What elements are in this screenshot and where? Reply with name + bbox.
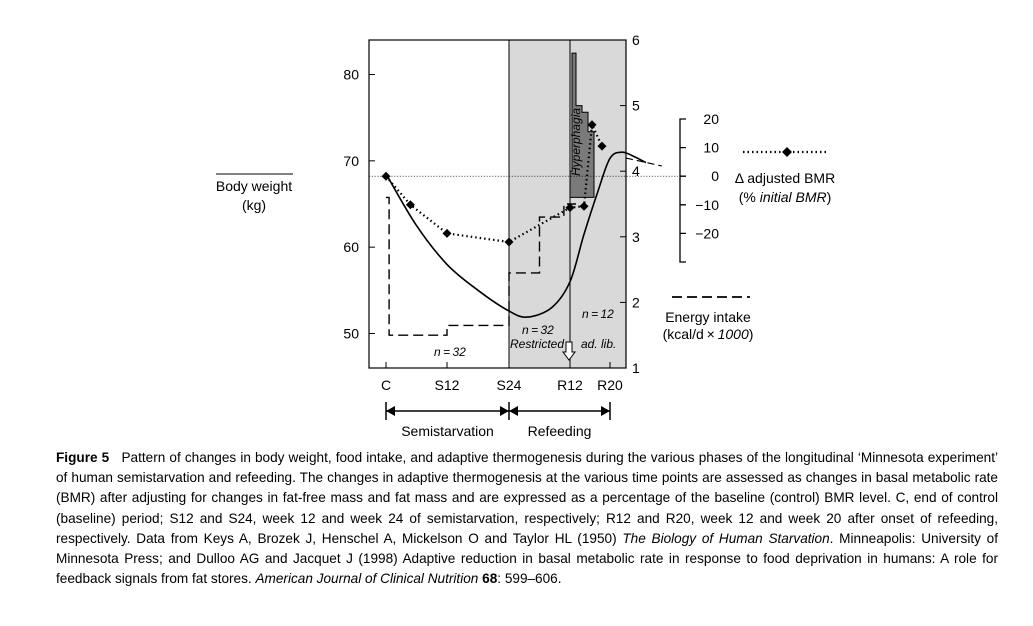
body-weight-label: Body weight xyxy=(215,178,293,194)
n-restricted-label: n = 32 xyxy=(522,323,554,337)
n-semistarvation-label: n = 32 xyxy=(434,345,466,359)
restricted-label: Restricted xyxy=(510,337,565,351)
adlib-label: ad. lib. xyxy=(581,337,617,351)
phase-label: Semistarvation xyxy=(401,423,494,439)
bmr-axis-tick-label: −20 xyxy=(695,225,719,242)
phase-arrowhead-left xyxy=(509,406,518,416)
caption-book-title: The Biology of Human Starvation xyxy=(622,530,830,546)
energy-axis-tick-label: 4 xyxy=(632,163,640,180)
left-axis-tick-label: 80 xyxy=(343,66,359,83)
caption-journal-title: American Journal of Clinical Nutrition xyxy=(255,571,479,587)
bmr-axis-tick-label: 0 xyxy=(711,168,719,185)
bmr-axis-tick-label: 20 xyxy=(703,111,719,127)
left-axis-tick-label: 70 xyxy=(343,152,359,169)
bmr-point-marker xyxy=(406,200,415,209)
x-axis-tick-label: R12 xyxy=(557,377,583,393)
phase-brackets xyxy=(386,402,610,439)
energy-axis-tick-label: 2 xyxy=(632,294,640,311)
bmr-axis-bracket xyxy=(680,119,686,262)
caption-text-part2: . Minneapolis: University of Minnesota Press; and Dulloo AG and Jacquet J (1998) Adaptive reduction in basal metabolic rate in response to food deprivation in humans: A role for feedback signals from fat stores. xyxy=(56,530,998,587)
caption-text-part1: Pattern of changes in body weight, food intake, and adaptive thermogenesis during the various phases of the longitudinal ‘Minnesota experiment’ of human semistarvation and refeeding. The changes in adaptive thermogenesis at the various time points are assessed as changes in basal metabolic rate (BMR) after adjusting for changes in fat-free mass and fat mass and are expressed as a percentage of the baseline (control) BMR level. C, end of control (baseline) period; S12 and S24, week 12 and week 24 of semistarvation, respectively; R12 and R20, week 12 and week 20 after onset of refeeding, respectively. Data from Keys A, Brozek J, Henschel A, Mickelson O and Taylor HL (1950) xyxy=(56,450,998,546)
left-axis-tick-label: 60 xyxy=(343,239,359,256)
bmr-axis-tick-label: 10 xyxy=(703,139,719,156)
phase-arrowhead-right xyxy=(601,406,610,416)
left-axis-tick-label: 50 xyxy=(343,325,359,342)
energy-axis-tick-label: 3 xyxy=(632,228,640,245)
energy-axis-tick-label: 5 xyxy=(632,97,640,114)
bmr-legend-label: Δ adjusted BMR xyxy=(734,170,836,186)
bmr-axis-tick-label: −10 xyxy=(695,196,719,213)
x-axis-tick-label: S24 xyxy=(496,377,522,393)
caption-text-part3: : 599–606. xyxy=(497,571,562,587)
x-axis-tick-label: C xyxy=(380,377,392,393)
phase-arrowhead-left xyxy=(386,406,395,416)
energy-axis-tick-label: 6 xyxy=(632,32,640,48)
body-weight-unit-label: (kg) xyxy=(241,197,267,213)
n-adlib-label: n = 12 xyxy=(582,307,614,321)
bmr-point-marker xyxy=(443,229,452,238)
energy-legend-label: Energy intake xyxy=(665,309,751,325)
bmr-legend-marker xyxy=(782,147,792,157)
figure-caption-label: Figure 5 xyxy=(56,450,110,465)
x-axis-tick-label: R20 xyxy=(597,377,623,393)
figure-caption xyxy=(56,448,998,589)
hyperphagia-label: Hyperphagia xyxy=(569,107,583,176)
energy-legend-unit: (kcal/d × 1000) xyxy=(662,326,754,342)
energy-axis-tick-label: 1 xyxy=(632,360,640,376)
x-axis-tick-label: S12 xyxy=(434,377,460,393)
caption-volume: 68 xyxy=(482,571,498,587)
phase-label: Refeeding xyxy=(527,423,592,439)
phase-arrowhead-right xyxy=(500,406,509,416)
bmr-legend-unit: (% initial BMR) xyxy=(738,189,832,205)
